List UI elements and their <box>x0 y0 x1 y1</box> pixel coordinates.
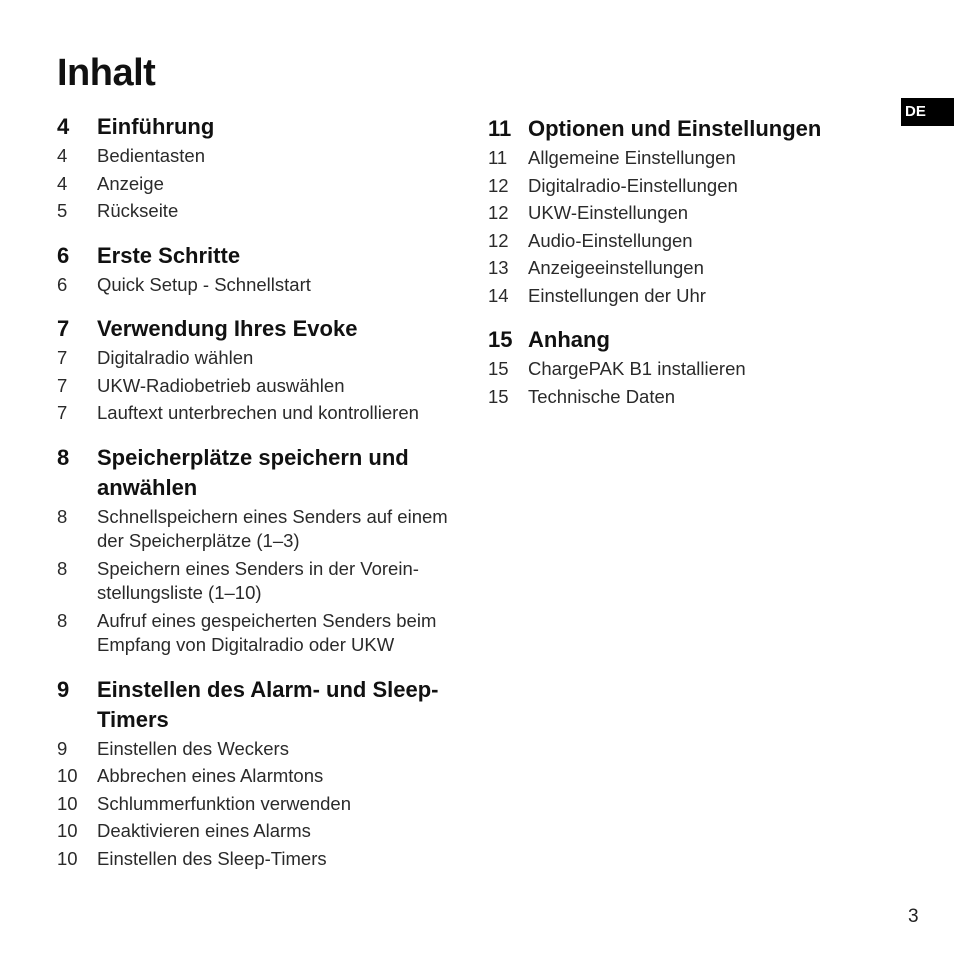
section-title: Verwendung Ihres Evoke <box>97 316 358 341</box>
section-page-number: 6 <box>57 242 70 268</box>
entry-title: Audio-Einstellungen <box>528 229 693 251</box>
toc-section <box>57 241 457 298</box>
entry-page-number: 10 <box>57 792 78 814</box>
section-heading[interactable] <box>57 443 457 503</box>
section-heading[interactable] <box>57 241 457 271</box>
entry-title: Anzeigeeinstellungen <box>528 257 704 278</box>
section-page-number: 11 <box>488 116 512 141</box>
toc-entry[interactable] <box>57 764 457 789</box>
toc-entry[interactable] <box>488 284 888 309</box>
entry-page-number: 6 <box>57 273 68 295</box>
entry-title: Einstellen des Sleep-Timers <box>97 847 327 869</box>
entry-page-number: 8 <box>57 505 68 527</box>
toc-entry[interactable] <box>57 273 457 298</box>
entry-title: Deaktivieren eines Alarms <box>97 820 311 841</box>
toc-entry[interactable] <box>57 792 457 817</box>
entry-page-number: 10 <box>57 820 78 841</box>
toc-section <box>488 114 888 308</box>
toc-entry[interactable] <box>57 847 457 872</box>
entry-page-number: 7 <box>57 347 68 368</box>
entry-page-number: 10 <box>57 847 78 869</box>
toc-entry[interactable] <box>488 201 888 226</box>
section-page-number: 8 <box>57 444 70 470</box>
toc-entry[interactable] <box>57 737 457 762</box>
section-page-number: 4 <box>57 114 70 139</box>
entry-title: Schlummerfunktion verwenden <box>97 792 351 814</box>
toc-entry[interactable] <box>488 357 888 382</box>
section-title: Anhang <box>528 327 610 352</box>
toc-entry[interactable] <box>57 172 457 197</box>
section-title: Optionen und Einstellungen <box>528 116 822 141</box>
toc-section <box>57 675 457 872</box>
entry-page-number: 4 <box>57 172 68 194</box>
entry-page-number: 12 <box>488 229 509 251</box>
entry-page-number: 5 <box>57 200 68 221</box>
entry-page-number: 14 <box>488 284 509 306</box>
section-heading[interactable] <box>488 114 888 144</box>
toc-entry[interactable] <box>57 374 457 399</box>
toc-entry[interactable] <box>488 385 888 410</box>
page-number: 3 <box>908 906 919 927</box>
entry-title: Bedientasten <box>97 145 206 166</box>
entry-title: ChargePAK B1 installieren <box>528 358 746 379</box>
toc-entry[interactable] <box>57 505 457 554</box>
entry-title: UKW-Radiobetrieb auswählen <box>97 374 345 396</box>
entry-page-number: 4 <box>57 145 68 166</box>
section-title: Einstellen des Alarm- und Sleep-Timers <box>97 676 439 732</box>
section-title: Erste Schritte <box>97 242 241 268</box>
entry-title: Schnellspeichern eines Senders auf einem der Speicherplätze (1–3) <box>97 505 448 551</box>
entry-title: Digitalradio wählen <box>97 347 254 368</box>
toc-entry[interactable] <box>57 199 457 224</box>
entry-title: Rückseite <box>97 200 179 221</box>
entry-title: Lauftext unterbrechen und kontrollieren <box>97 402 419 423</box>
language-badge: DE <box>901 98 954 126</box>
entry-title: Anzeige <box>97 172 164 194</box>
toc-entry[interactable] <box>57 819 457 844</box>
toc-section <box>57 314 457 426</box>
toc-entry[interactable] <box>57 401 457 426</box>
entry-title: Speichern eines Senders in der Vorein-stellungsliste (1–10) <box>97 557 419 603</box>
entry-title: Aufruf eines gespeicherten Senders beim Empfang von Digitalradio oder UKW <box>97 609 437 655</box>
section-heading[interactable] <box>57 675 457 735</box>
toc-entry[interactable] <box>488 146 888 171</box>
entry-page-number: 7 <box>57 374 68 396</box>
section-title: Speicherplätze speichern und anwählen <box>97 444 409 500</box>
toc-left-column <box>57 112 457 888</box>
entry-title: Technische Daten <box>528 385 676 407</box>
toc-section <box>57 112 457 224</box>
entry-page-number: 8 <box>57 557 68 579</box>
section-title: Einführung <box>97 114 215 139</box>
page-title: Inhalt <box>57 52 156 94</box>
entry-page-number: 15 <box>488 358 509 379</box>
toc-entry[interactable] <box>57 609 457 658</box>
entry-title: Digitalradio-Einstellungen <box>528 174 738 196</box>
section-heading[interactable] <box>57 314 457 344</box>
entry-page-number: 8 <box>57 609 68 631</box>
toc-entry[interactable] <box>488 256 888 281</box>
entry-page-number: 10 <box>57 765 78 786</box>
entry-title: UKW-Einstellungen <box>528 202 689 223</box>
entry-page-number: 13 <box>488 257 509 278</box>
entry-page-number: 12 <box>488 202 509 223</box>
toc-right-column <box>488 114 888 426</box>
entry-page-number: 9 <box>57 737 68 759</box>
section-heading[interactable] <box>57 112 457 142</box>
toc-entry[interactable] <box>57 144 457 169</box>
entry-title: Allgemeine Einstellungen <box>528 147 736 168</box>
toc-section <box>488 325 888 409</box>
entry-page-number: 7 <box>57 402 68 423</box>
section-heading[interactable] <box>488 325 888 355</box>
section-page-number: 15 <box>488 327 513 352</box>
section-page-number: 9 <box>57 676 70 702</box>
entry-title: Quick Setup - Schnellstart <box>97 273 311 295</box>
entry-page-number: 12 <box>488 174 509 196</box>
toc-entry[interactable] <box>488 174 888 199</box>
toc-entry[interactable] <box>57 346 457 371</box>
section-page-number: 7 <box>57 316 70 341</box>
toc-entry[interactable] <box>488 229 888 254</box>
entry-page-number: 15 <box>488 385 509 407</box>
entry-page-number: 11 <box>488 147 508 168</box>
entry-title: Einstellen des Weckers <box>97 737 289 759</box>
toc-entry[interactable] <box>57 557 457 606</box>
entry-title: Abbrechen eines Alarmtons <box>97 765 324 786</box>
entry-title: Einstellungen der Uhr <box>528 284 706 306</box>
toc-section <box>57 443 457 658</box>
